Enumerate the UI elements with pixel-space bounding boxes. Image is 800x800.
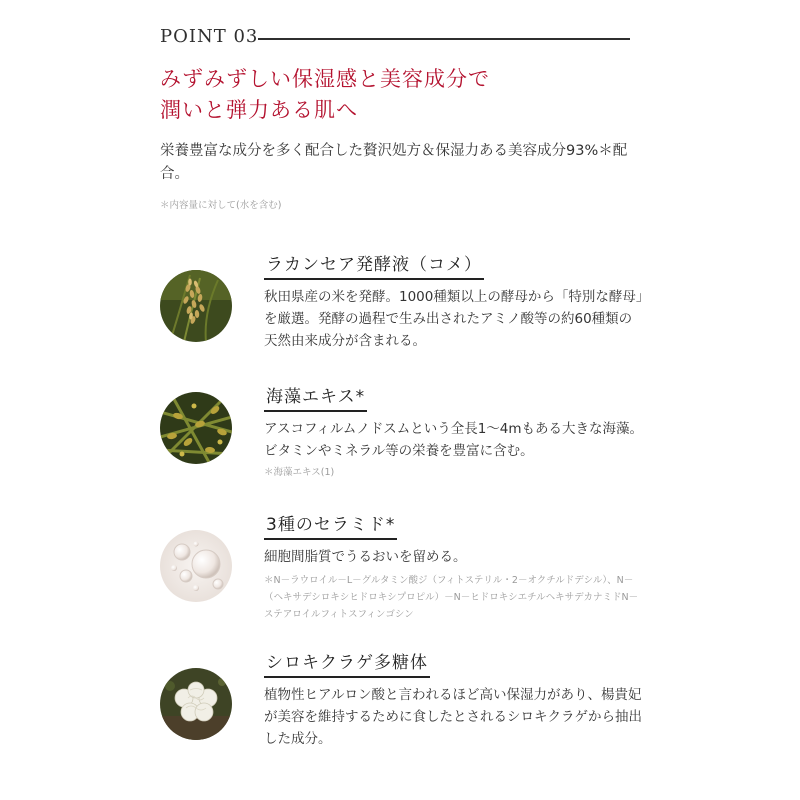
point-label: POINT 03 <box>160 26 259 47</box>
ingredient-description: アスコフィルムノドスムという全長1〜4mもある大きな海藻。ビタミンやミネラル等の栄養を豊富に含む。 <box>264 421 644 459</box>
ingredient-title: 海藻エキス* <box>264 382 367 412</box>
headline-line-2: 潤いと弾力ある肌へ <box>160 98 358 122</box>
seaweed-photo <box>160 392 232 464</box>
header-rule <box>258 38 630 40</box>
rice-plant-photo <box>160 270 232 342</box>
ingredient-title: 3種のセラミド* <box>264 510 397 540</box>
headline <box>160 64 640 126</box>
ingredient-title: シロキクラゲ多糖体 <box>264 648 430 678</box>
headline-line-1: みずみずしい保湿感と美容成分で <box>160 67 490 91</box>
ingredient-description: 細胞間脂質でうるおいを留める。 <box>264 549 467 565</box>
ingredient-description: 秋田県産の米を発酵。1000種類以上の酵母から「特別な酵母」を厳選。発酵の過程で生み出されたアミノ酸等の約60種類の天然由来成分が含まれる。 <box>264 289 643 349</box>
ceramide-bubbles-photo <box>160 530 232 602</box>
ingredient-note: ＊海藻エキス(1) <box>264 467 335 478</box>
point-header <box>160 26 632 52</box>
lead-note: ＊内容量に対して(水を含む) <box>160 200 282 211</box>
ingredient-description: 植物性ヒアルロン酸と言われるほど高い保湿力があり、楊貴妃が美容を維持するために食したとされるシロキクラゲから抽出した成分。 <box>264 687 642 747</box>
ingredient-note: ＊N－ラウロイル－L－グルタミン酸ジ（フィトステリル・2－オクチルドデシル）、N－（ヘキサデシロキシヒドロキシプロピル）－N－ヒドロキシエチルヘキサデカナミドN－ステアロイルフィトスフィンゴシン <box>264 575 639 620</box>
lead-text: 栄養豊富な成分を多く配合した贅沢処方＆保湿力ある美容成分93%＊配合。 <box>160 143 628 182</box>
white-fungus-photo <box>160 668 232 740</box>
ingredient-title: ラカンセア発酵液（コメ） <box>264 250 484 280</box>
